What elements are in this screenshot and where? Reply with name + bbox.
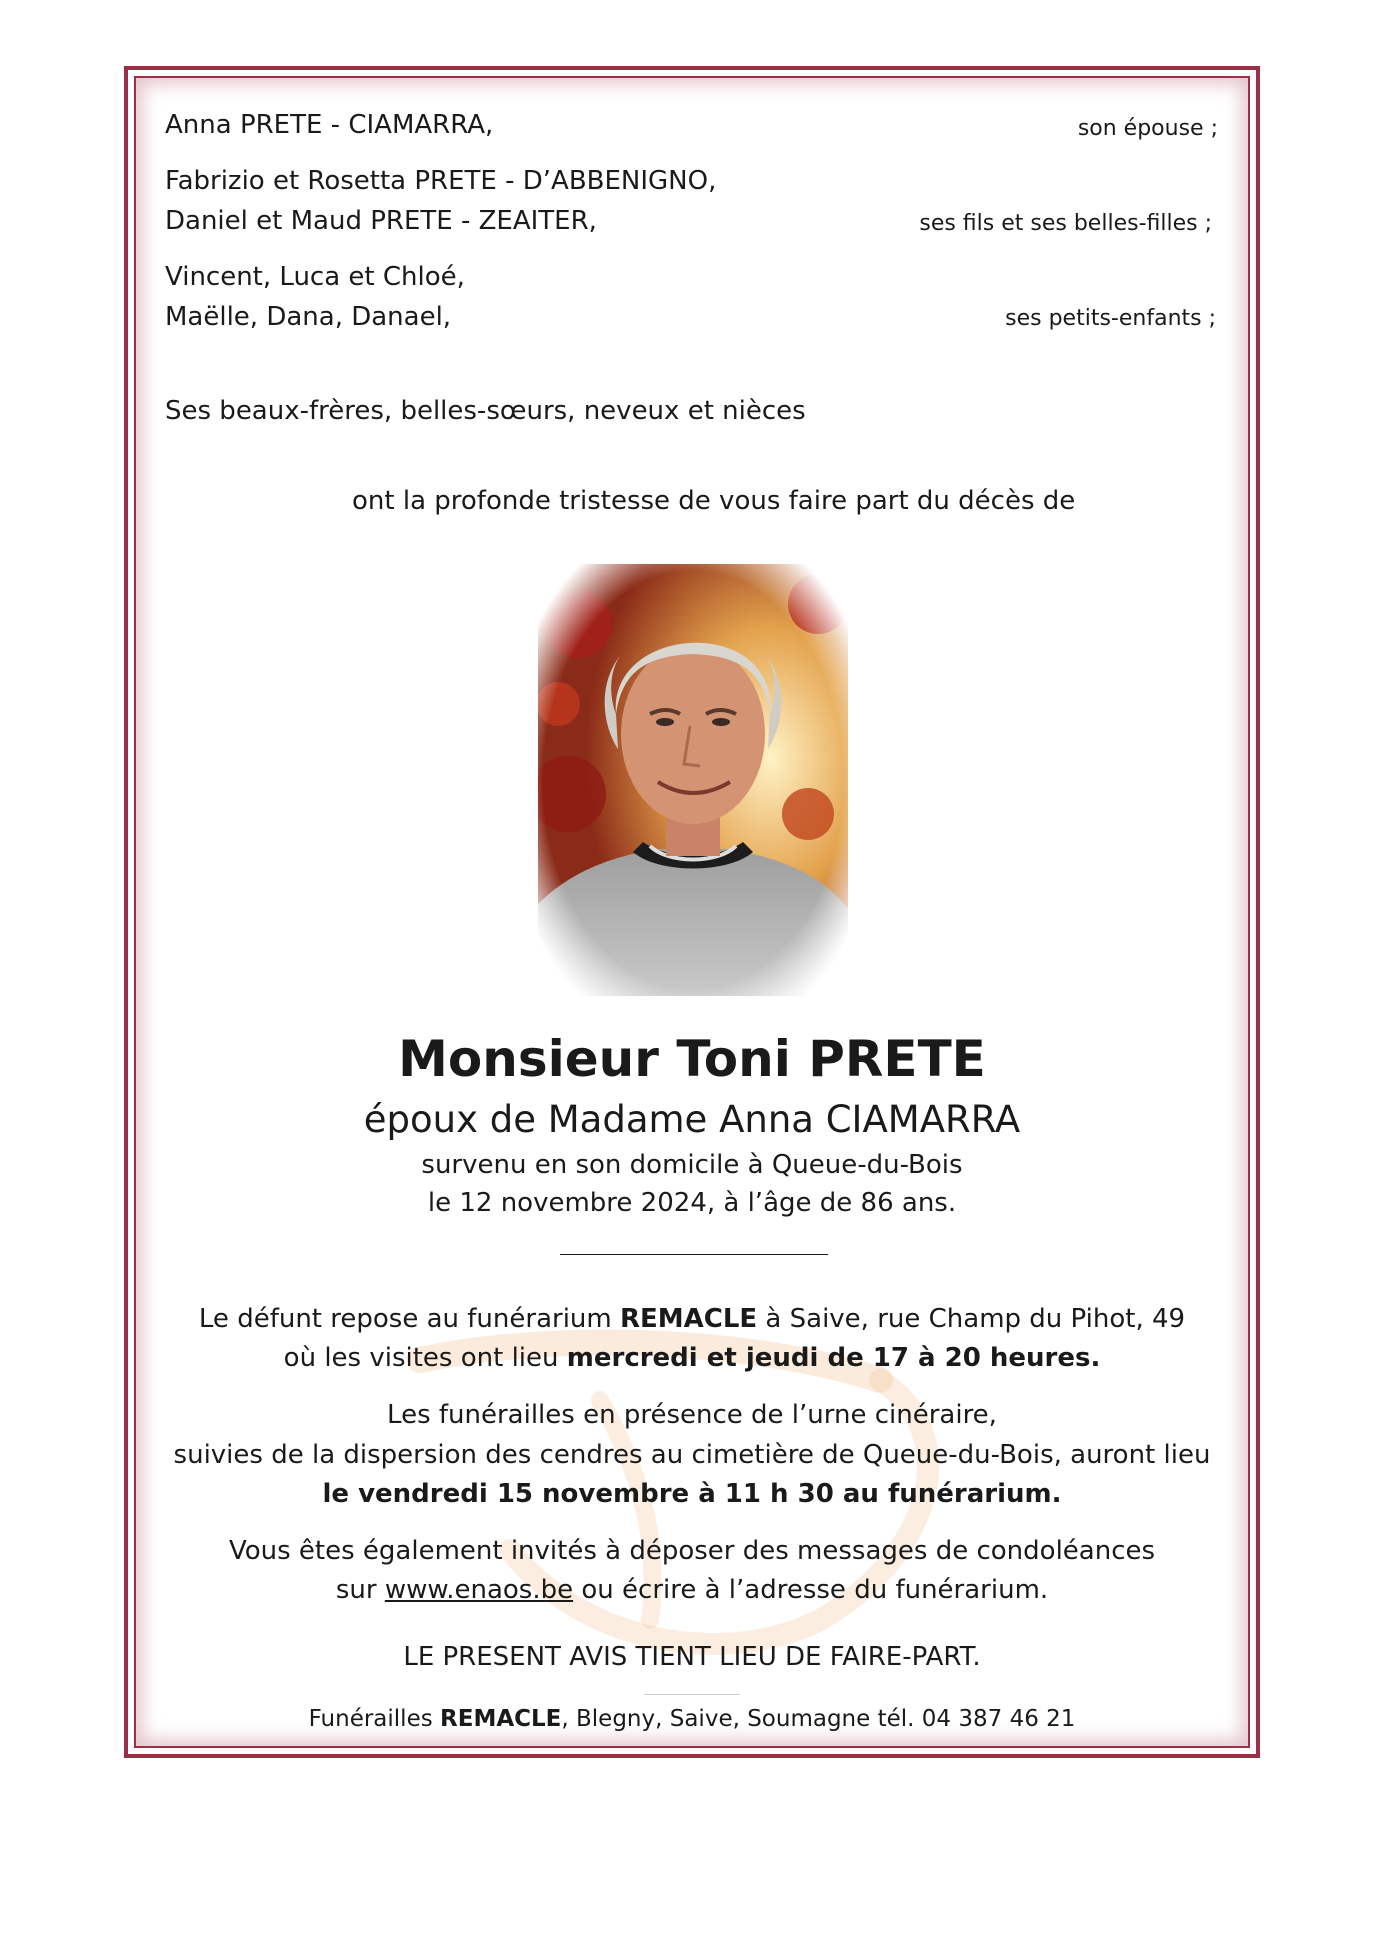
funeral-line-2: suivies de la dispersion des cendres au cimetière de Queue-du-Bois, auront lieu (173, 1440, 1211, 1470)
funeral-date: le vendredi 15 novembre à 11 h 30 au funérarium. (322, 1479, 1062, 1509)
announcement-text: ont la profonde tristesse de vous faire part du décès de (352, 486, 1076, 516)
visiting-hours-times: mercredi et jeudi de 17 à 20 heures. (566, 1343, 1101, 1373)
family-grandchildren-1: Vincent, Luca et Chloé, (165, 262, 465, 292)
footer-contact: , Blegny, Saive, Soumagne tél. 04 387 46 21 (561, 1706, 1076, 1732)
condolences-website-link[interactable]: www.enaos.be (384, 1575, 574, 1605)
family-grandchildren-2: Maëlle, Dana, Danael, (165, 302, 452, 332)
footer-text-a: Funérailles (308, 1706, 441, 1732)
family-sons-relation: ses fils et ses belles-filles ; (919, 211, 1212, 236)
notice-text: LE PRESENT AVIS TIENT LIEU DE FAIRE-PART. (403, 1642, 981, 1672)
rest-location-funeral-home: REMACLE (619, 1304, 758, 1334)
family-grandchildren-relation: ses petits-enfants ; (1005, 306, 1216, 331)
funeral-line-1: Les funérailles en présence de l’urne cinéraire, (387, 1400, 997, 1430)
condolences-line-2 (124, 1575, 1260, 1605)
portrait-photo (538, 564, 848, 996)
family-spouse-relation: son épouse ; (1077, 116, 1218, 141)
footer (124, 1706, 1260, 1732)
condolences-text-a: sur (335, 1575, 385, 1605)
family-spouse-name: Anna PRETE - CIAMARRA, (165, 110, 494, 140)
family-son-2: Daniel et Maud PRETE - ZEAITER, (165, 206, 597, 236)
rest-location-text-a: Le défunt repose au funérarium (198, 1304, 620, 1334)
deceased-date: le 12 novembre 2024, à l’âge de 86 ans. (427, 1188, 957, 1218)
section-divider (560, 1254, 828, 1255)
rest-location-text-c: à Saive, rue Champ du Pihot, 49 (757, 1304, 1186, 1334)
deceased-spouse-of: époux de Madame Anna CIAMARRA (363, 1098, 1021, 1141)
footer-divider (644, 1694, 740, 1695)
family-son-1: Fabrizio et Rosetta PRETE - D’ABBENIGNO, (165, 166, 717, 196)
condolences-line-1: Vous êtes également invités à déposer des messages de condoléances (228, 1536, 1156, 1566)
deceased-place: survenu en son domicile à Queue-du-Bois (421, 1150, 963, 1180)
rest-location (124, 1304, 1260, 1334)
footer-brand: REMACLE (440, 1706, 562, 1732)
deceased-name: Monsieur Toni PRETE (398, 1030, 986, 1088)
family-extended: Ses beaux-frères, belles-sœurs, neveux et nièces (165, 396, 806, 426)
visiting-hours (124, 1343, 1260, 1373)
visiting-hours-text: où les visites ont lieu (283, 1343, 567, 1373)
condolences-text-b: ou écrire à l’adresse du funérarium. (573, 1575, 1049, 1605)
